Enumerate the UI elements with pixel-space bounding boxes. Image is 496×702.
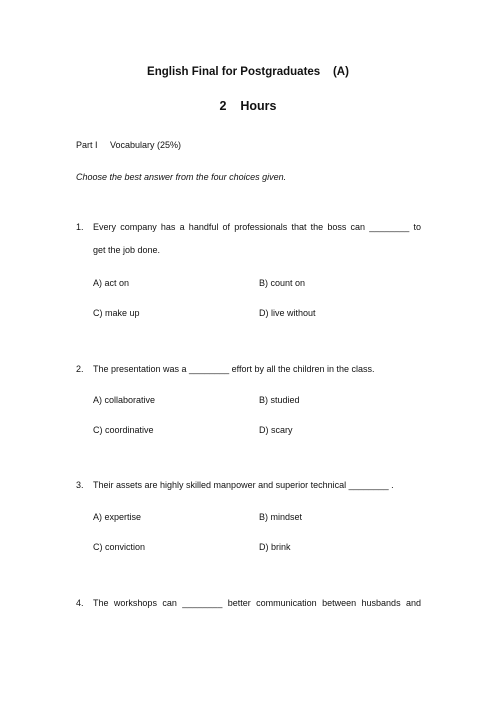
answer-option: D) brink xyxy=(259,542,291,552)
question-text-line: The workshops can ________ better communication between husbands and xyxy=(93,598,421,608)
section-heading: Part I Vocabulary (25%) xyxy=(76,140,182,150)
question-number: 2. xyxy=(76,364,84,374)
question-number: 4. xyxy=(76,598,84,608)
answer-option: B) count on xyxy=(259,278,306,288)
exam-duration: 2 Hours xyxy=(219,99,277,113)
answer-option: B) mindset xyxy=(259,512,303,522)
question-number: 1. xyxy=(76,222,84,232)
answer-option: A) collaborative xyxy=(93,395,156,405)
answer-option: A) act on xyxy=(93,278,130,288)
question-text-line: The presentation was a ________ effort by all the children in the class. xyxy=(93,364,375,374)
exam-title: English Final for Postgraduates (A) xyxy=(147,66,349,78)
answer-option: D) scary xyxy=(259,425,293,435)
answer-option: A) expertise xyxy=(93,512,142,522)
question-text-line: get the job done. xyxy=(93,245,161,255)
answer-option: C) make up xyxy=(93,308,140,318)
question-number: 3. xyxy=(76,480,84,490)
answer-option: D) live without xyxy=(259,308,316,318)
answer-option: C) coordinative xyxy=(93,425,154,435)
question-text-line: Every company has a handful of professionals that the boss can ________ to xyxy=(93,222,421,232)
answer-option: C) conviction xyxy=(93,542,146,552)
question-text-line: Their assets are highly skilled manpower and superior technical ________ . xyxy=(93,480,394,490)
answer-option: B) studied xyxy=(259,395,300,405)
section-instructions: Choose the best answer from the four choices given. xyxy=(76,172,287,182)
